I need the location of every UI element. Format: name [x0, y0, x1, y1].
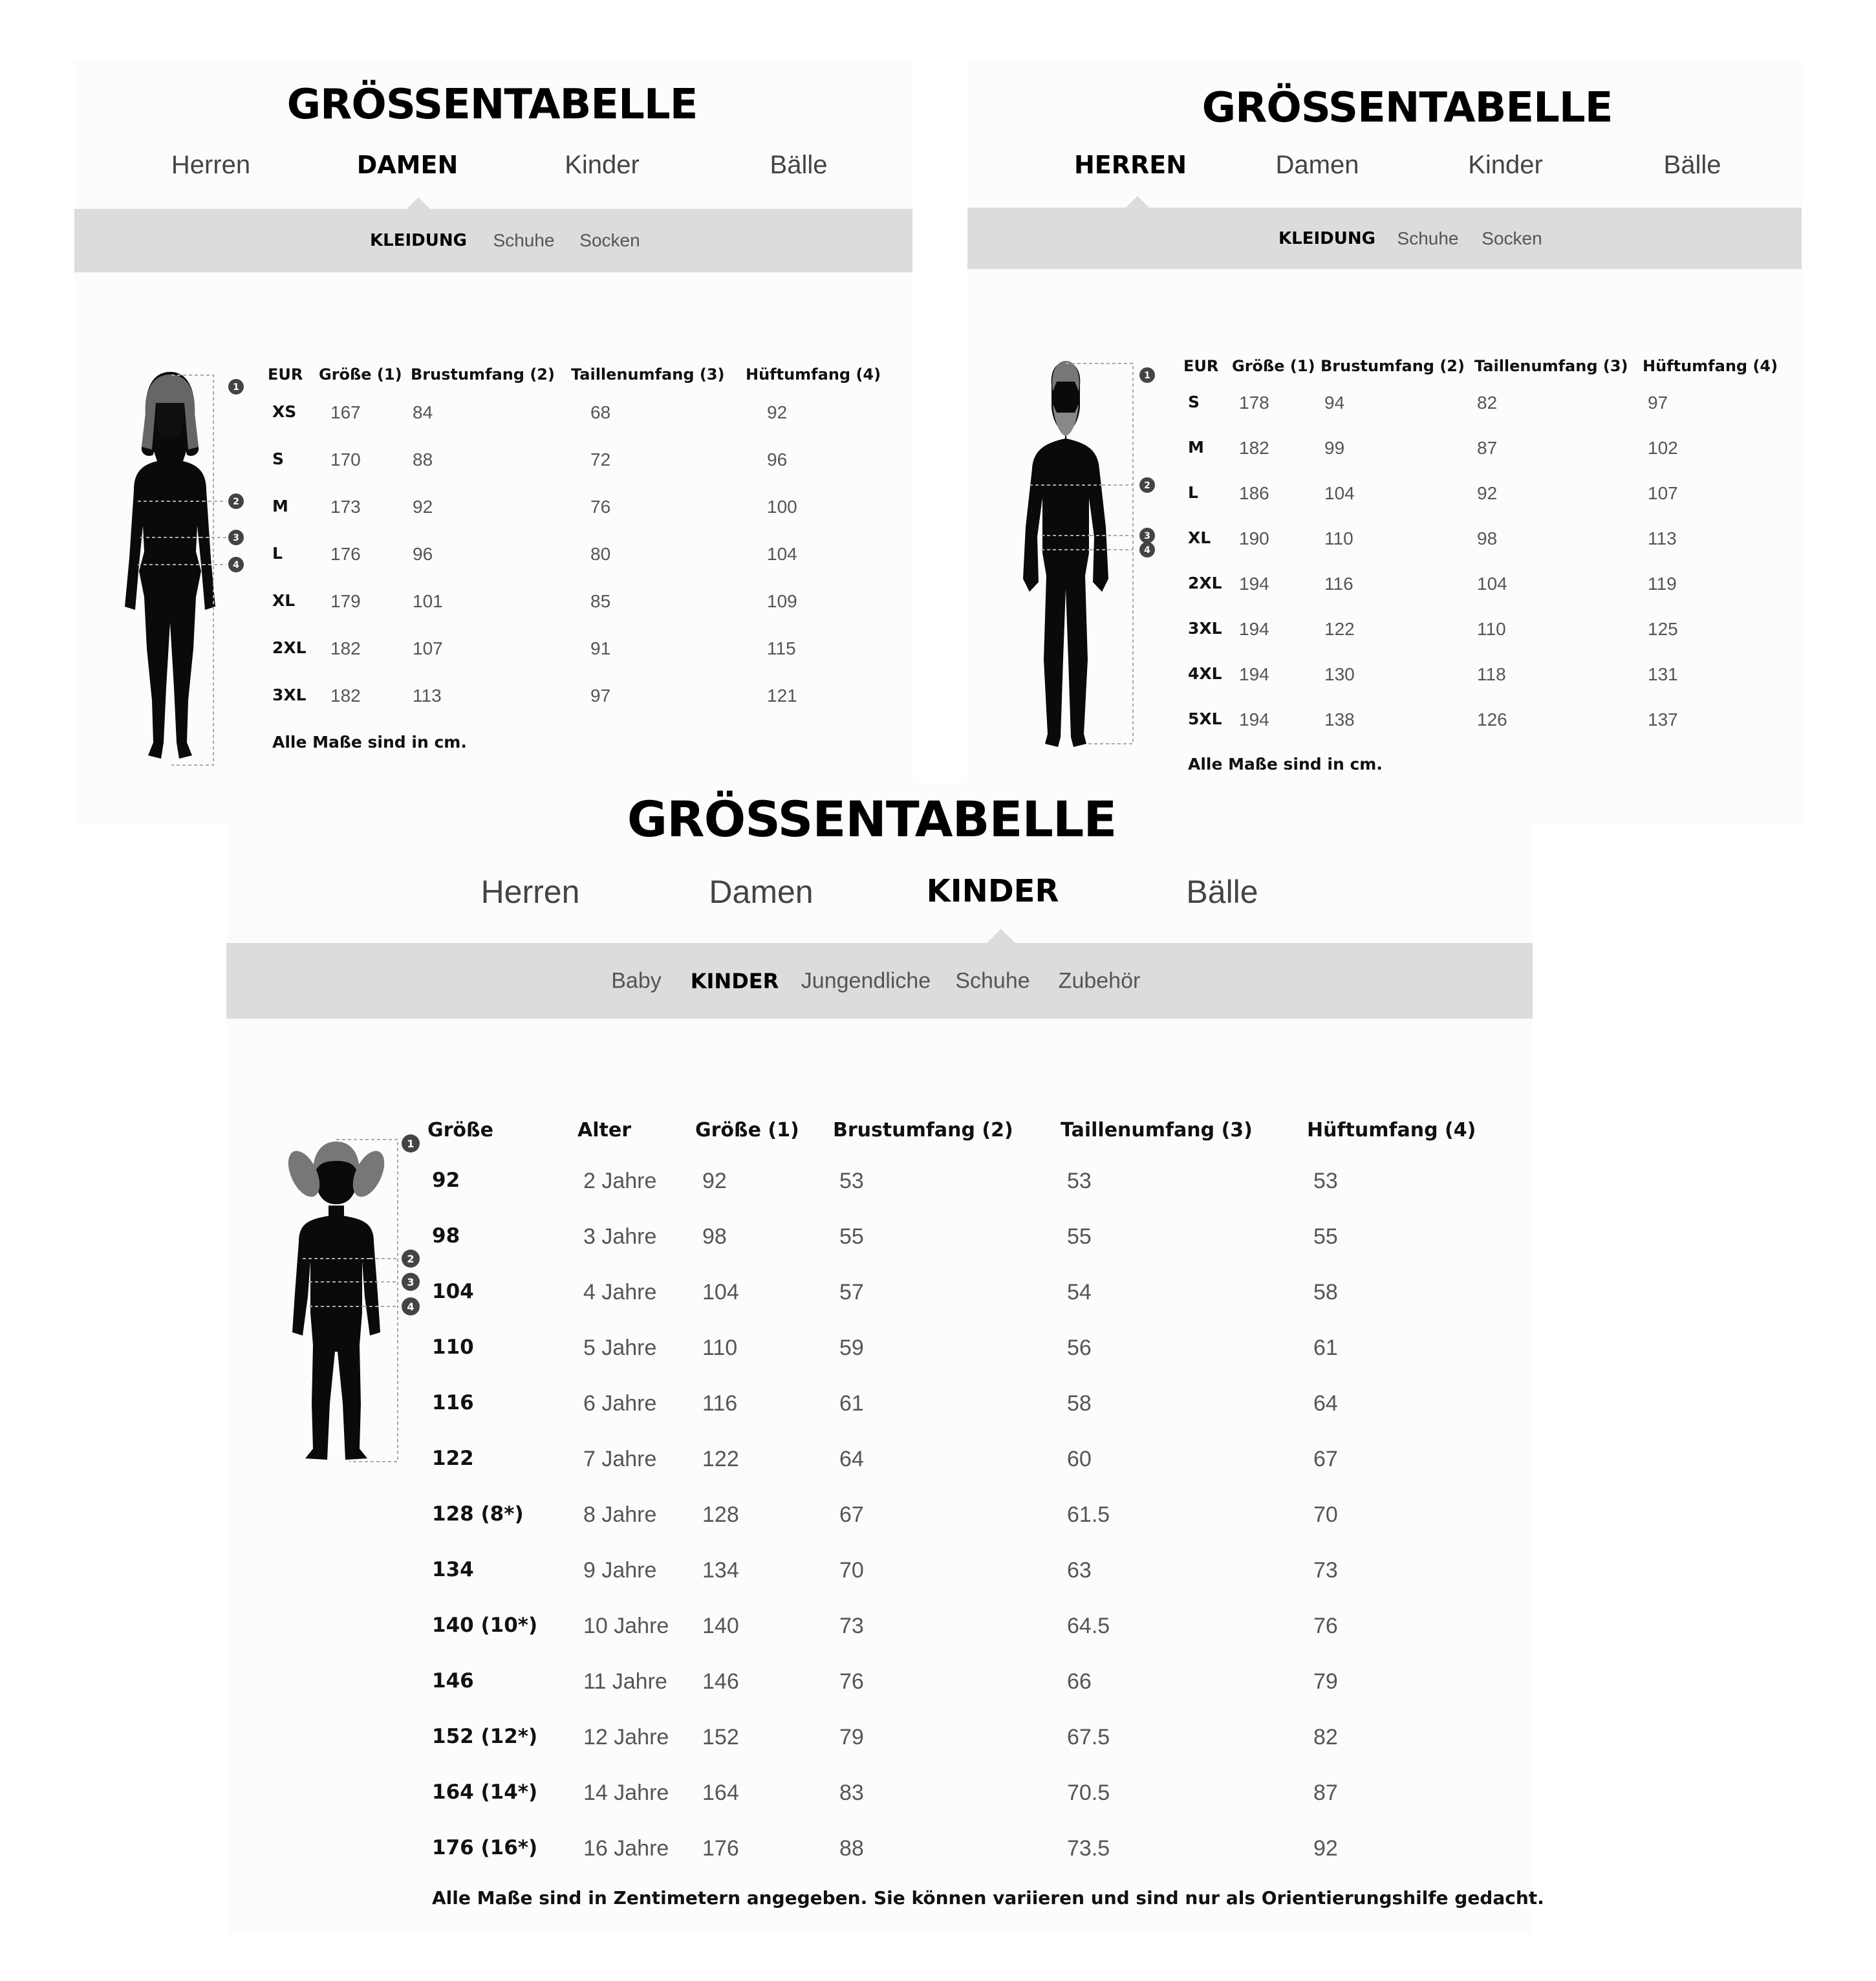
table-cell: 66 — [1067, 1669, 1092, 1694]
page-title: GRÖSSENTABELLE — [627, 790, 1117, 848]
tab-kinder[interactable]: Kinder — [565, 151, 640, 179]
table-cell: 14 Jahre — [583, 1781, 669, 1805]
subtab-socken[interactable]: Socken — [1482, 228, 1542, 248]
size-label-cell: L — [272, 544, 283, 563]
size-label-cell: 146 — [432, 1669, 474, 1693]
disclaimer-note: Alle Maße sind in Zentimetern angegeben. Sie können variieren und sind nur als Orientierungshilfe gedacht. — [432, 1887, 1544, 1909]
table-cell: 7 Jahre — [583, 1447, 657, 1471]
table-cell: 76 — [1313, 1614, 1338, 1638]
table-cell: 131 — [1648, 664, 1678, 684]
table-cell: 194 — [1239, 709, 1269, 730]
table-cell: 186 — [1239, 483, 1269, 503]
size-label-cell: 98 — [432, 1224, 460, 1248]
table-cell: 96 — [767, 449, 788, 470]
subtab-schuhe[interactable]: Schuhe — [1397, 228, 1459, 248]
table-cell: 110 — [1324, 528, 1353, 548]
table-cell: 109 — [767, 591, 797, 611]
subtab-zubehoer[interactable]: Zubehör — [1058, 968, 1141, 993]
table-cell: 70 — [1313, 1502, 1338, 1527]
table-cell: 173 — [330, 497, 361, 517]
table-cell: 58 — [1067, 1391, 1092, 1416]
table-cell: 82 — [1313, 1725, 1338, 1749]
size-label-cell: 3XL — [1188, 619, 1222, 638]
tab-kinder[interactable]: KINDER — [926, 873, 1059, 909]
table-cell: 122 — [1324, 619, 1355, 639]
table-cell: 84 — [413, 402, 433, 422]
size-label-cell: 140 (10*) — [432, 1614, 538, 1637]
size-label-cell: 152 (12*) — [432, 1725, 538, 1748]
table-cell: 80 — [590, 544, 611, 564]
marker-2: 2 — [233, 497, 239, 507]
table-cell: 79 — [1313, 1669, 1338, 1694]
table-cell: 67 — [839, 1502, 864, 1527]
marker-4: 4 — [1144, 545, 1150, 556]
size-label-cell: S — [272, 449, 285, 468]
table-cell: 116 — [1324, 574, 1353, 594]
table-cell: 99 — [1324, 438, 1345, 458]
size-label-cell: S — [1188, 393, 1200, 411]
size-label-cell: XL — [272, 591, 296, 610]
col-header-groesse: Größe (1) — [695, 1119, 799, 1142]
marker-1: 1 — [233, 382, 239, 393]
table-cell: 61 — [1313, 1336, 1338, 1360]
subtab-schuhe[interactable]: Schuhe — [493, 230, 555, 250]
active-tab-indicator — [987, 929, 1015, 943]
table-cell: 53 — [1313, 1169, 1338, 1193]
table-cell: 138 — [1324, 709, 1355, 730]
table-cell: 82 — [1477, 393, 1498, 413]
woman-silhouette-figure — [94, 364, 249, 778]
size-label-cell: 4XL — [1188, 664, 1222, 683]
size-chart-panel-kinder — [226, 783, 1544, 1934]
table-cell: 68 — [590, 402, 611, 422]
table-cell: 73 — [839, 1614, 864, 1638]
table-cell: 104 — [767, 544, 797, 564]
tab-baelle[interactable]: Bälle — [770, 151, 828, 179]
table-cell: 55 — [1067, 1224, 1092, 1249]
size-chart-panel-herren — [967, 61, 1802, 825]
size-label-cell: M — [272, 497, 288, 515]
size-label-cell: 2XL — [272, 638, 307, 657]
subtab-kleidung[interactable]: KLEIDUNG — [1278, 228, 1375, 248]
size-label-cell: 3XL — [272, 686, 307, 704]
col-header-brustumfang: Brustumfang (2) — [411, 365, 555, 384]
subtab-kleidung[interactable]: KLEIDUNG — [370, 231, 467, 250]
table-cell: 128 — [702, 1502, 739, 1527]
table-cell: 6 Jahre — [583, 1391, 657, 1416]
table-cell: 182 — [330, 686, 361, 706]
table-cell: 97 — [590, 686, 611, 706]
table-cell: 152 — [702, 1725, 739, 1749]
table-cell: 119 — [1648, 574, 1677, 594]
table-cell: 85 — [590, 591, 611, 611]
table-cell: 176 — [702, 1836, 739, 1861]
table-cell: 61 — [839, 1391, 864, 1416]
table-cell: 122 — [702, 1447, 739, 1471]
table-cell: 97 — [1648, 393, 1668, 413]
table-cell: 88 — [413, 449, 433, 470]
table-cell: 92 — [1477, 483, 1498, 503]
size-label-cell: 5XL — [1188, 709, 1222, 728]
table-cell: 72 — [590, 449, 611, 470]
table-cell: 55 — [1313, 1224, 1338, 1249]
col-header-hueftumfang: Hüftumfang (4) — [1643, 357, 1778, 375]
table-cell: 194 — [1239, 619, 1269, 639]
table-cell: 182 — [330, 638, 361, 658]
table-cell: 70.5 — [1067, 1781, 1110, 1805]
page-title: GRÖSSENTABELLE — [1202, 84, 1613, 132]
table-cell: 104 — [1324, 483, 1355, 503]
table-cell: 16 Jahre — [583, 1836, 669, 1861]
size-label-cell: 116 — [432, 1391, 474, 1414]
table-cell: 137 — [1648, 709, 1678, 730]
marker-4: 4 — [233, 560, 239, 570]
active-tab-indicator — [1126, 196, 1149, 208]
tab-damen[interactable]: DAMEN — [356, 151, 458, 179]
table-cell: 125 — [1648, 619, 1678, 639]
marker-2: 2 — [407, 1253, 415, 1265]
table-cell: 76 — [590, 497, 611, 517]
table-cell: 92 — [767, 402, 788, 422]
size-chart-panel-damen — [74, 61, 912, 825]
col-header-groesse: Größe (1) — [319, 365, 402, 384]
size-label-cell: 110 — [432, 1336, 474, 1359]
table-cell: 73 — [1313, 1558, 1338, 1583]
size-label-cell: 92 — [432, 1169, 460, 1192]
table-cell: 60 — [1067, 1447, 1092, 1471]
size-label-cell: 104 — [432, 1280, 474, 1303]
table-cell: 194 — [1239, 574, 1269, 594]
size-label-cell: M — [1188, 438, 1204, 457]
size-label-cell: 134 — [432, 1558, 474, 1581]
table-cell: 4 Jahre — [583, 1280, 657, 1304]
table-cell: 9 Jahre — [583, 1558, 657, 1583]
table-cell: 98 — [1477, 528, 1498, 548]
subtab-schuhe[interactable]: Schuhe — [955, 968, 1030, 993]
table-cell: 115 — [767, 638, 796, 658]
table-cell: 87 — [1477, 438, 1498, 458]
tab-damen[interactable]: Damen — [1275, 151, 1359, 179]
table-cell: 59 — [839, 1336, 864, 1360]
table-cell: 88 — [839, 1836, 864, 1861]
table-cell: 146 — [702, 1669, 739, 1694]
table-cell: 3 Jahre — [583, 1224, 657, 1249]
size-label-cell: 2XL — [1188, 574, 1222, 592]
table-cell: 67 — [1313, 1447, 1338, 1471]
table-cell: 170 — [330, 449, 361, 470]
subtab-baby[interactable]: Baby — [611, 968, 662, 993]
col-header-hueftumfang: Hüftumfang (4) — [746, 365, 881, 384]
table-cell: 55 — [839, 1224, 864, 1249]
marker-1: 1 — [1144, 371, 1150, 381]
active-tab-indicator — [407, 197, 430, 209]
table-cell: 64 — [1313, 1391, 1338, 1416]
size-label-cell: L — [1188, 483, 1198, 502]
marker-2: 2 — [1144, 481, 1150, 491]
table-cell: 94 — [1324, 393, 1345, 413]
table-cell: 107 — [413, 638, 443, 658]
table-cell: 10 Jahre — [583, 1614, 669, 1638]
col-header-alter: Alter — [577, 1119, 631, 1142]
col-header-eur: EUR — [1183, 357, 1219, 375]
table-cell: 96 — [413, 544, 433, 564]
tab-baelle[interactable]: Bälle — [1663, 151, 1721, 179]
table-cell: 64.5 — [1067, 1614, 1110, 1638]
marker-4: 4 — [407, 1301, 415, 1313]
table-cell: 113 — [1648, 528, 1677, 548]
table-cell: 178 — [1239, 393, 1269, 413]
table-cell: 64 — [839, 1447, 864, 1471]
tab-herren[interactable]: Herren — [171, 151, 251, 179]
page-title: GRÖSSENTABELLE — [286, 81, 698, 129]
marker-1: 1 — [407, 1138, 415, 1150]
table-cell: 102 — [1648, 438, 1678, 458]
table-cell: 176 — [330, 544, 361, 564]
table-cell: 194 — [1239, 664, 1269, 684]
col-header-groesse: Größe (1) — [1232, 357, 1315, 375]
table-cell: 110 — [1477, 619, 1506, 639]
table-cell: 8 Jahre — [583, 1502, 657, 1527]
col-header-brustumfang: Brustumfang (2) — [833, 1119, 1013, 1142]
subtab-kinder[interactable]: KINDER — [690, 968, 779, 993]
table-cell: 5 Jahre — [583, 1336, 657, 1360]
table-cell: 190 — [1239, 528, 1269, 548]
tab-herren[interactable]: Herren — [480, 874, 580, 910]
table-cell: 57 — [839, 1280, 864, 1304]
marker-3: 3 — [1144, 531, 1150, 541]
table-cell: 58 — [1313, 1280, 1338, 1304]
size-label-cell: XS — [272, 402, 297, 421]
child-silhouette-figure — [246, 1125, 427, 1475]
table-cell: 79 — [839, 1725, 864, 1749]
table-cell: 104 — [702, 1280, 739, 1304]
table-cell: 92 — [1313, 1836, 1338, 1861]
table-cell: 56 — [1067, 1336, 1092, 1360]
tab-kinder[interactable]: Kinder — [1468, 151, 1543, 179]
table-cell: 53 — [1067, 1169, 1092, 1193]
table-cell: 167 — [330, 402, 361, 422]
table-cell: 164 — [702, 1781, 739, 1805]
unit-note: Alle Maße sind in cm. — [272, 733, 467, 752]
table-cell: 53 — [839, 1169, 864, 1193]
table-cell: 11 Jahre — [583, 1669, 667, 1694]
table-cell: 76 — [839, 1669, 864, 1694]
table-cell: 12 Jahre — [583, 1725, 669, 1749]
col-header-eur: EUR — [268, 365, 303, 384]
table-cell: 100 — [767, 497, 797, 517]
table-cell: 134 — [702, 1558, 739, 1583]
table-cell: 87 — [1313, 1781, 1338, 1805]
table-cell: 98 — [702, 1224, 727, 1249]
table-cell: 2 Jahre — [583, 1169, 657, 1193]
col-header-brustumfang: Brustumfang (2) — [1321, 357, 1465, 375]
marker-3: 3 — [407, 1276, 415, 1288]
size-label-cell: 122 — [432, 1447, 474, 1470]
subcategory-bar — [967, 208, 1802, 269]
unit-note: Alle Maße sind in cm. — [1188, 755, 1383, 774]
table-cell: 140 — [702, 1614, 739, 1638]
table-cell: 113 — [413, 686, 442, 706]
table-cell: 67.5 — [1067, 1725, 1110, 1749]
table-cell: 126 — [1477, 709, 1507, 730]
subtab-jugendliche[interactable]: Jungendliche — [801, 968, 931, 993]
table-cell: 101 — [413, 591, 443, 611]
table-cell: 92 — [702, 1169, 727, 1193]
man-silhouette-figure — [1010, 356, 1165, 757]
size-label-cell: XL — [1188, 528, 1211, 547]
table-cell: 116 — [702, 1391, 738, 1416]
tab-herren[interactable]: HERREN — [1073, 151, 1187, 179]
subtab-socken[interactable]: Socken — [579, 230, 640, 250]
size-label-cell: 176 (16*) — [432, 1836, 538, 1859]
table-cell: 63 — [1067, 1558, 1092, 1583]
col-header-taillenumfang: Taillenumfang (3) — [571, 365, 725, 384]
table-cell: 92 — [413, 497, 433, 517]
col-header-taillenumfang: Taillenumfang (3) — [1061, 1119, 1253, 1142]
size-label-cell: 128 (8*) — [432, 1502, 524, 1526]
table-cell: 179 — [330, 591, 361, 611]
table-cell: 182 — [1239, 438, 1269, 458]
table-cell: 91 — [590, 638, 611, 658]
subcategory-bar — [74, 209, 912, 272]
table-cell: 70 — [839, 1558, 864, 1583]
table-cell: 83 — [839, 1781, 864, 1805]
size-label-cell: 164 (14*) — [432, 1781, 538, 1804]
table-cell: 73.5 — [1067, 1836, 1110, 1861]
table-cell: 121 — [767, 686, 797, 706]
tab-damen[interactable]: Damen — [709, 874, 814, 910]
tab-baelle[interactable]: Bälle — [1186, 874, 1258, 910]
table-cell: 107 — [1648, 483, 1678, 503]
table-cell: 104 — [1477, 574, 1507, 594]
table-cell: 118 — [1477, 664, 1506, 684]
col-header-taillenumfang: Taillenumfang (3) — [1474, 357, 1628, 375]
col-header-hueftumfang: Hüftumfang (4) — [1307, 1119, 1476, 1142]
table-cell: 130 — [1324, 664, 1355, 684]
subcategory-bar — [226, 943, 1533, 1019]
marker-3: 3 — [233, 533, 239, 543]
table-cell: 110 — [702, 1336, 738, 1360]
col-header-groesse-label: Größe — [427, 1119, 493, 1142]
table-cell: 54 — [1067, 1280, 1092, 1304]
table-cell: 61.5 — [1067, 1502, 1110, 1527]
